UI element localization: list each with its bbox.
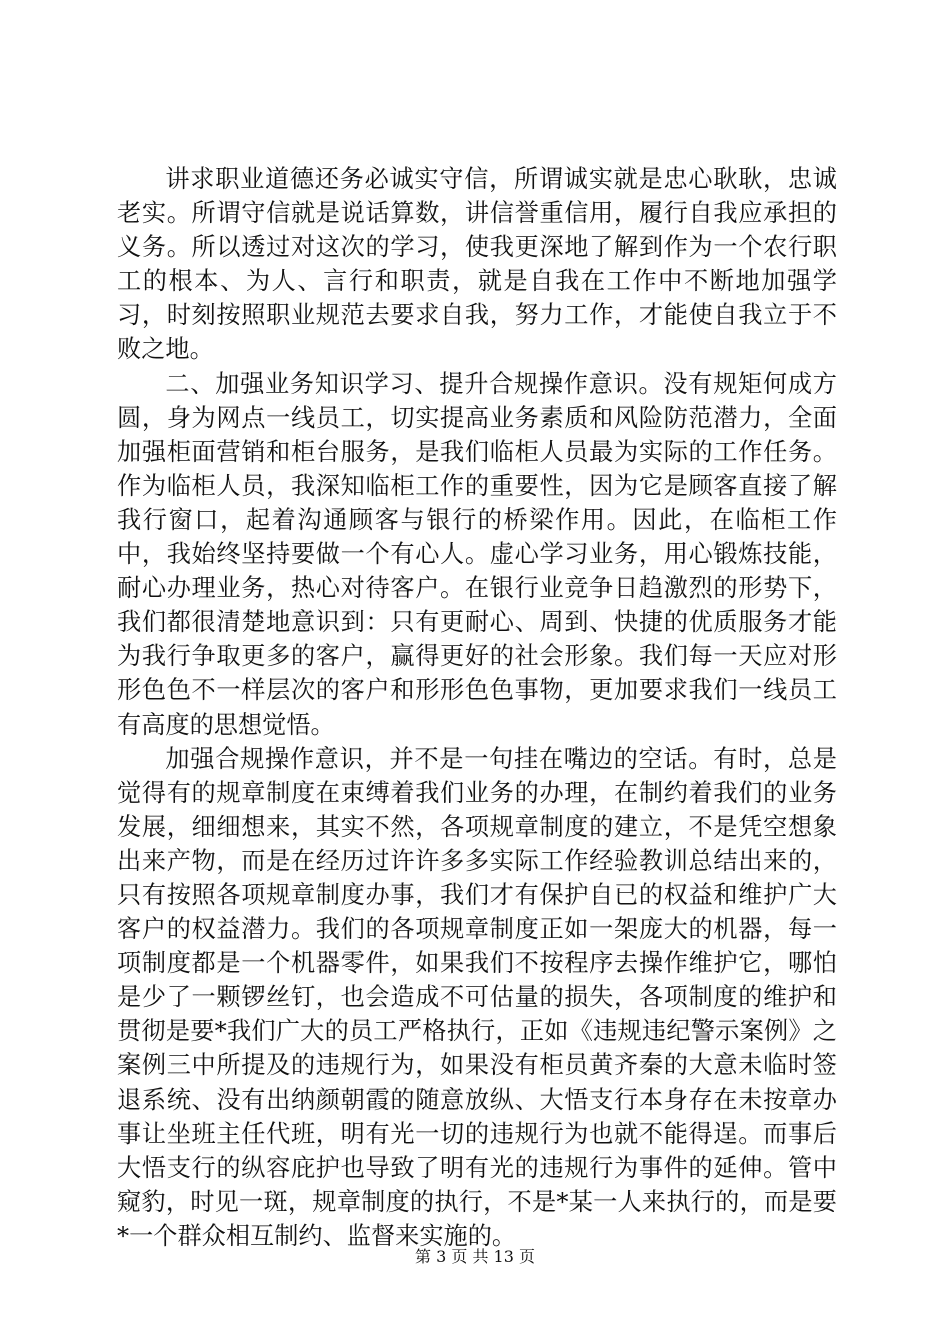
page-footer: 第 3 页 共 13 页 [415, 1247, 535, 1266]
paragraph-3: 加强合规操作意识，并不是一句挂在嘴边的空话。有时，总是觉得有的规章制度在束缚着我们业务的办理，在制约着我们的业务发展，细细想来，其实不然，各项规章制度的建立，不是凭空想象出来产物，而是在经历过许许多多实际工作经验教训总结出来的，只有按照各项规章制度办事，我们才有保护自已的权益和维护广大客户的权益潜力。我们的各项规章制度正如一架庞大的机器，每一项制度都是一个机器零件，如果我们不按程序去操作维护它，哪怕是少了一颗锣丝钉，也会造成不可估量的损失，各项制度的维护和贯彻是要*我们广大的员工严格执行，正如《违规违纪警示案例》之案例三中所提及的违规行为，如果没有柜员黄齐秦的大意未临时签退系统、没有出纳颜朝霞的随意放纵、大悟支行本身存在未按章办事让坐班主任代班，明有光一切的违规行为也就不能得逞。而事后大悟支行的纵容庇护也导致了明有光的违规行为事件的延伸。管中窥豹，时见一斑，规章制度的执行，不是*某一人来执行的，而是要*一个群众相互制约、监督来实施的。 [117, 744, 837, 1250]
document-body [117, 162, 837, 1253]
paragraph-2: 二、加强业务知识学习、提升合规操作意识。没有规矩何成方圆，身为网点一线员工，切实提高业务素质和风险防范潜力，全面加强柜面营销和柜台服务，是我们临柜人员最为实际的工作任务。作为临柜人员，我深知临柜工作的重要性，因为它是顾客直接了解我行窗口，起着沟通顾客与银行的桥梁作用。因此，在临柜工作中，我始终坚持要做一个有心人。虚心学习业务，用心锻炼技能，耐心办理业务，热心对待客户。在银行业竞争日趋激烈的形势下，我们都很清楚地意识到：只有更耐心、周到、快捷的优质服务才能为我行争取更多的客户，赢得更好的社会形象。我们每一天应对形形色色不一样层次的客户和形形色色事物，更加要求我们一线员工有高度的思想觉悟。 [117, 369, 837, 739]
paragraph-1: 讲求职业道德还务必诚实守信，所谓诚实就是忠心耿耿，忠诚老实。所谓守信就是说话算数，讲信誉重信用，履行自我应承担的义务。所以透过对这次的学习，使我更深地了解到作为一个农行职工的根本、为人、言行和职责，就是自我在工作中不断地加强学习，时刻按照职业规范去要求自我，努力工作，才能使自我立于不败之地。 [117, 165, 837, 364]
